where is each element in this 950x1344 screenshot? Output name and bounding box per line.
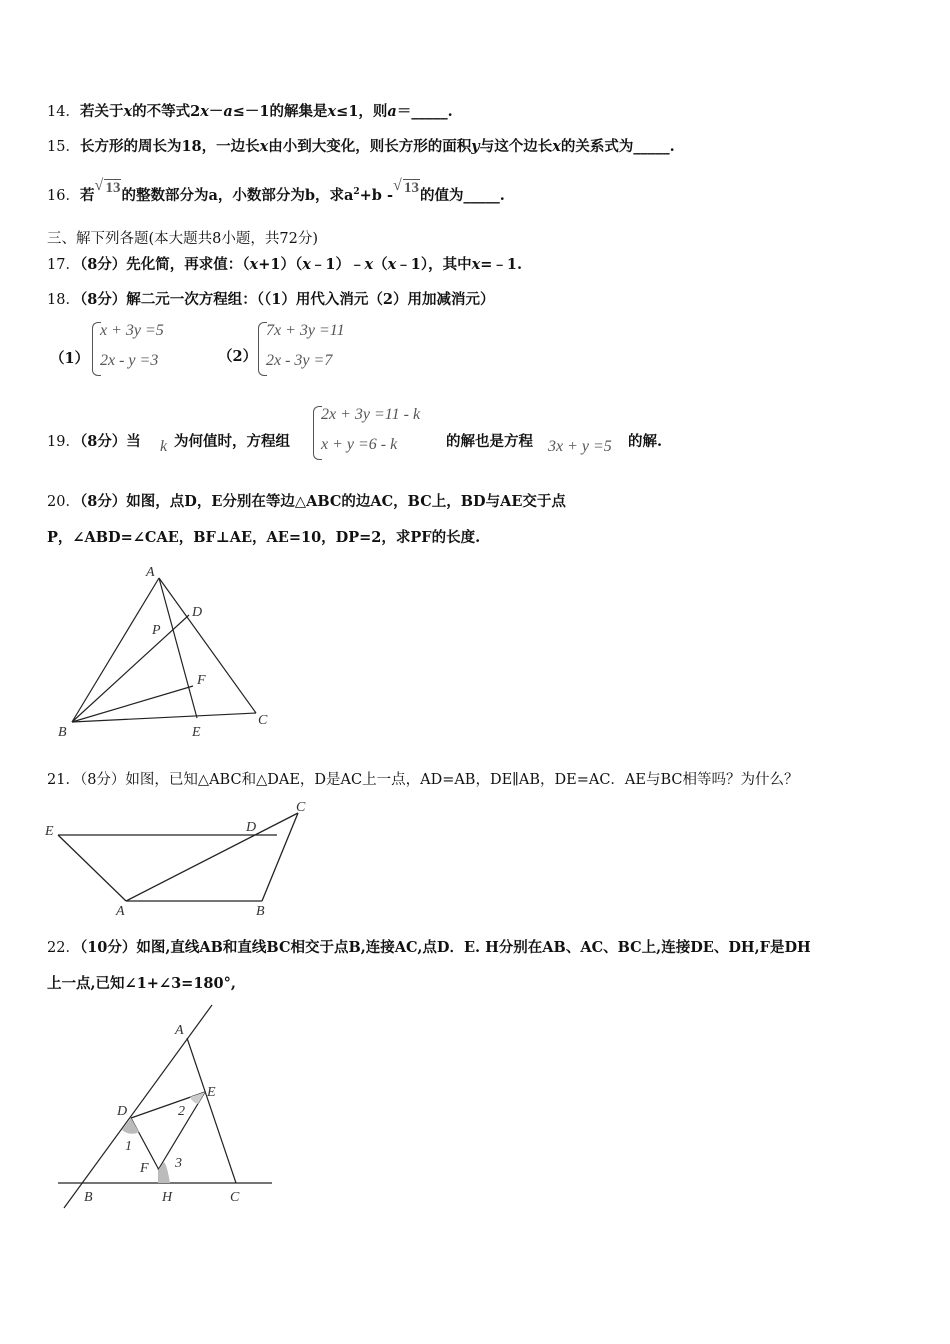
text: （8分）如图，点D，E分别在等边△ABC的边AC，BC上，BD与AE交于点 <box>79 493 566 510</box>
question-number: 22． <box>47 940 80 956</box>
equation: 3x + y =5 <box>548 438 612 455</box>
text: =﹣1. <box>480 256 523 273</box>
label-B: B <box>84 1190 93 1205</box>
var: a <box>387 103 397 120</box>
text: （8分）解二元一次方程组：（（1）用代入消元（2）用加减消元） <box>79 291 495 308</box>
text: （ <box>373 256 388 273</box>
sqrt-13: √ 13 <box>94 176 121 196</box>
label-D: D <box>192 605 203 620</box>
label-H: H <box>162 1190 173 1205</box>
text: 的整数部分为a，小数部分为b，求a <box>121 186 354 204</box>
text: 与这个边长 <box>479 138 553 155</box>
label-F: F <box>140 1161 149 1176</box>
var: x <box>200 103 209 120</box>
label-C: C <box>296 800 306 815</box>
var-k: k <box>160 438 168 455</box>
text: 的解也是方程 <box>446 433 533 450</box>
var: x <box>259 138 269 155</box>
question-20 <box>47 492 566 512</box>
text: +1）（ <box>258 256 303 273</box>
text: 的值为_____. <box>420 186 505 204</box>
figure-22 <box>40 1000 290 1215</box>
text: 的不等式 <box>132 103 191 120</box>
text: 长方形的周长为18，一边长 <box>79 138 260 155</box>
label-F: F <box>197 673 206 688</box>
label-D: D <box>246 820 257 835</box>
question-number: 14． <box>47 104 80 120</box>
text: 的解. <box>628 433 663 450</box>
question-number: 17． <box>47 257 80 273</box>
var: x <box>249 256 259 273</box>
text: +b - <box>359 186 394 204</box>
var: x <box>471 256 481 273</box>
label-A: A <box>146 565 155 580</box>
question-number: 19． <box>47 434 80 450</box>
sqrt-13: √ 13 <box>393 176 420 196</box>
part-2-label: （2） <box>218 348 258 365</box>
text: 2 <box>190 103 201 120</box>
question-16 <box>47 176 505 206</box>
label-P: P <box>152 623 161 638</box>
text: （8分）如图，已知△ABC和△DAE，D是AC上一点，AD=AB，DE∥AB，DE=AC．AE与BC相等吗？为什么？ <box>79 772 799 788</box>
text: ﹣1），其中 <box>396 256 472 273</box>
label-E: E <box>207 1085 216 1100</box>
equation: x + y =6 - k <box>321 436 398 453</box>
text: 由小到大变化，则长方形的面积 <box>268 138 472 155</box>
text: （10分）如图,直线AB和直线BC相交于点B,连接AC,点D．E. H分别在AB、AC、BC上,连接DE、DH,F是DH <box>79 939 811 956</box>
label-1: 1 <box>125 1139 132 1154</box>
question-19 <box>47 432 141 452</box>
text: ≤－1的解集是 <box>232 103 328 120</box>
equation: x + 3y =5 <box>100 322 164 339</box>
text: ﹣1）﹣ <box>310 256 365 273</box>
part-1-label: （1） <box>50 350 90 367</box>
equation: 2x - y =3 <box>100 352 159 369</box>
var: x <box>552 138 561 155</box>
var: x <box>387 256 397 273</box>
question-number: 20． <box>47 494 80 510</box>
label-A: A <box>116 904 125 919</box>
var: x <box>123 103 133 120</box>
var: a <box>223 103 233 120</box>
question-21 <box>47 770 799 790</box>
text: 的关系式为_____. <box>560 138 675 155</box>
label-2: 2 <box>178 1104 185 1119</box>
label-B: B <box>58 725 67 740</box>
text: ＝_____. <box>396 103 453 120</box>
question-22-line2: 上一点,已知∠1+∠3=180°, <box>47 975 236 992</box>
label-D: D <box>117 1104 128 1119</box>
text: （8分）先化简，再求值：（ <box>79 256 250 273</box>
var: x <box>327 103 337 120</box>
label-C: C <box>258 713 268 728</box>
question-number: 18． <box>47 292 80 308</box>
figure-20 <box>40 560 290 745</box>
section-heading: 三、解下列各题(本大题共8小题，共72分) <box>47 231 318 247</box>
label-B: B <box>256 904 265 919</box>
var: x <box>364 256 374 273</box>
question-number: 16． <box>47 187 80 204</box>
label-3: 3 <box>175 1156 182 1171</box>
text: 若 <box>79 186 95 204</box>
radicand: 13 <box>404 179 420 196</box>
label-C: C <box>230 1190 240 1205</box>
angle-3-mark <box>158 1162 170 1183</box>
equation: 2x - 3y =7 <box>266 352 333 369</box>
equation: 2x + 3y =11 - k <box>321 406 421 423</box>
text: （8分）当 <box>79 433 141 450</box>
question-number: 15． <box>47 139 80 155</box>
label-E: E <box>45 824 54 839</box>
question-20-line2: P，∠ABD=∠CAE，BF⊥AE，AE=10，DP=2，求PF的长度. <box>47 529 481 546</box>
question-15 <box>47 137 675 157</box>
label-E: E <box>192 725 201 740</box>
question-17 <box>47 255 522 275</box>
question-number: 21． <box>47 772 80 788</box>
label-A: A <box>175 1023 184 1038</box>
question-14 <box>47 102 453 122</box>
text: － <box>208 103 224 120</box>
figure-21 <box>40 795 330 925</box>
var: y <box>471 138 480 155</box>
text: 为何值时，方程组 <box>174 433 290 450</box>
var: x <box>302 256 311 273</box>
question-18 <box>47 290 494 310</box>
question-22 <box>47 938 811 958</box>
angle-2-mark <box>190 1092 205 1104</box>
text: 若关于 <box>79 103 124 120</box>
radicand: 13 <box>105 179 121 196</box>
superscript: 2 <box>353 187 360 197</box>
equation: 7x + 3y =11 <box>266 322 345 339</box>
text: ≤1，则 <box>336 103 388 120</box>
